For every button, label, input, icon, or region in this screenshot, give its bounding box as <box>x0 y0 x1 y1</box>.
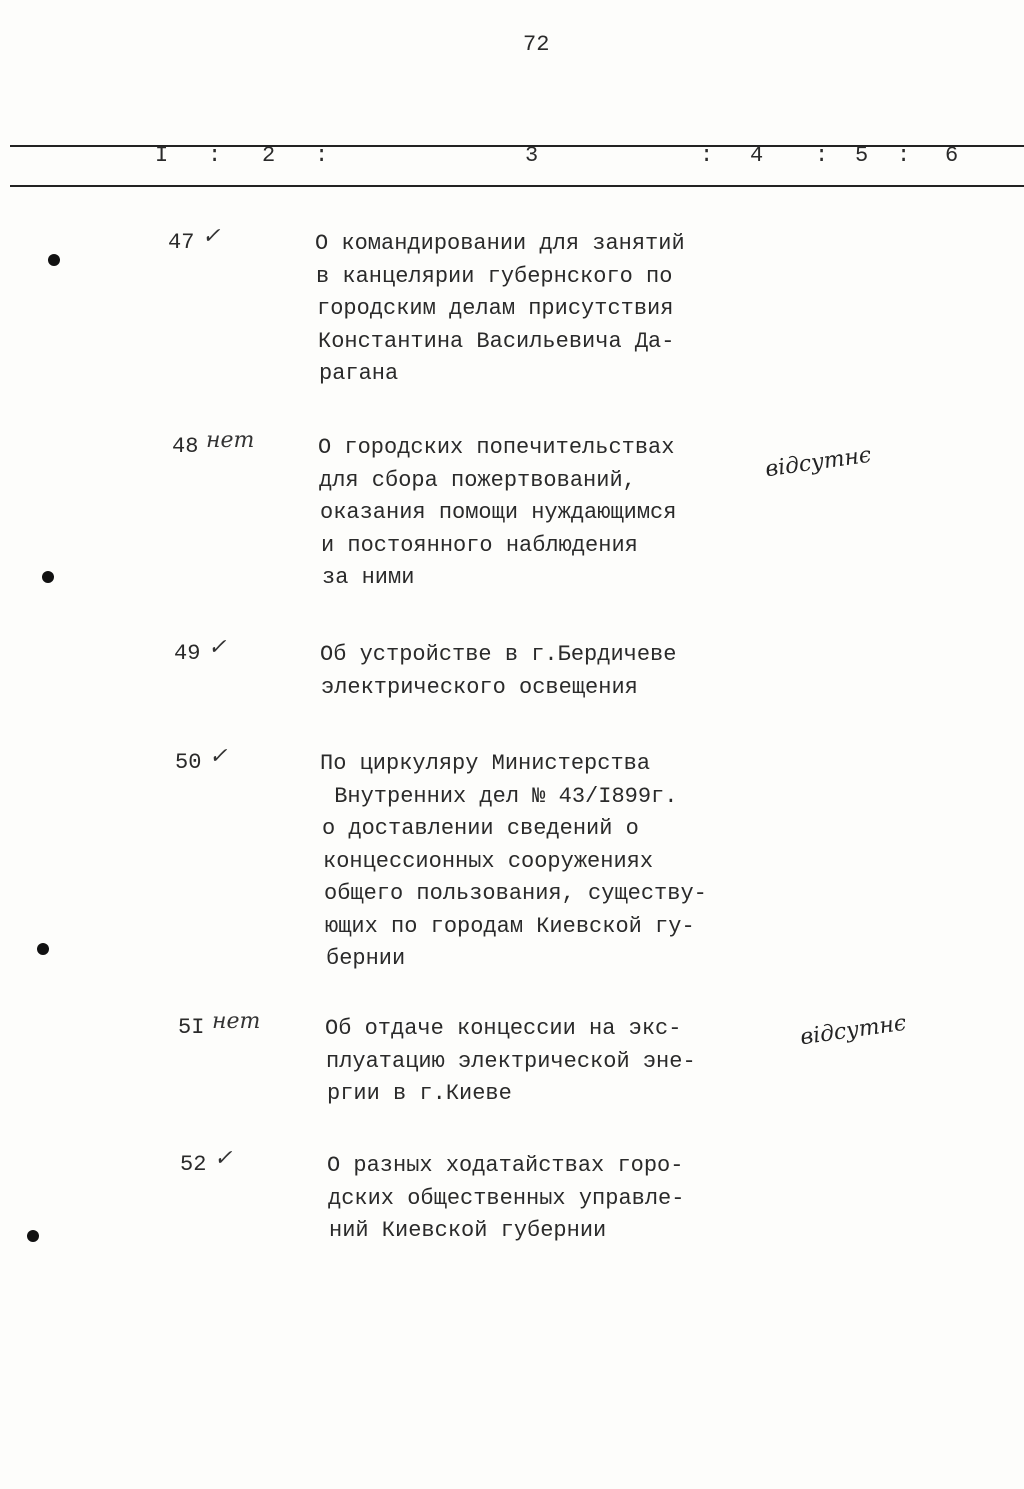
table-header-bottom-rule <box>10 185 1024 187</box>
header-sep: : <box>897 143 911 168</box>
entry-title-line: общего пользования, существу- <box>324 881 707 906</box>
entry-title-line: за ними <box>322 565 415 590</box>
header-sep: : <box>208 143 222 168</box>
handwritten-note: відсутнє <box>798 1010 908 1051</box>
entry-title-line: О городских попечительствах <box>318 435 675 460</box>
punch-hole <box>42 571 54 583</box>
punch-hole <box>27 1230 39 1242</box>
entry-title-line: Внутренних дел № 43/I899г. <box>321 783 678 809</box>
entry-title-line: Об отдаче концессии на экс- <box>325 1016 682 1041</box>
entry-title-line: ргии в г.Киеве <box>327 1081 512 1106</box>
handwritten-mark: ✓ <box>209 744 228 769</box>
header-sep: : <box>815 143 829 168</box>
entry-title-line: для сбора пожертвований, <box>319 467 636 493</box>
handwritten-mark: ✓ <box>202 224 221 249</box>
header-col-5: 5 <box>855 143 869 168</box>
handwritten-mark: нет <box>206 428 255 453</box>
entry-title-line: о доставлении сведений о <box>322 816 639 841</box>
entry-title-line: оказания помощи нуждающимся <box>320 500 677 525</box>
header-sep: : <box>315 143 329 168</box>
entry-number: 50 <box>175 750 202 775</box>
header-col-4: 4 <box>750 143 764 168</box>
entry-title-line: и постоянного наблюдения <box>321 532 638 558</box>
entry-title-line: плуатацию электрической эне- <box>326 1048 696 1074</box>
punch-hole <box>37 943 49 955</box>
page-number: 72 <box>523 32 550 57</box>
entry-number: 49 <box>174 641 201 666</box>
header-col-3: 3 <box>525 143 539 168</box>
header-sep: : <box>700 143 714 168</box>
handwritten-note: відсутнє <box>763 442 873 483</box>
header-col-2: 2 <box>262 143 276 168</box>
entry-title-line: О командировании для занятий <box>315 231 685 256</box>
entry-number: 47 <box>168 230 195 255</box>
entry-title-line: дских общественных управле- <box>328 1185 685 1211</box>
entry-title-line: Об устройстве в г.Бердичеве <box>320 642 677 667</box>
handwritten-mark: ✓ <box>208 635 227 660</box>
entry-title-line: бернии <box>326 946 406 971</box>
entry-title-line: концессионных сооружениях <box>323 848 654 874</box>
handwritten-mark: ✓ <box>214 1146 233 1171</box>
punch-hole <box>48 254 60 266</box>
entry-title-line: в канцелярии губернского по <box>316 263 673 289</box>
handwritten-mark: нет <box>212 1009 261 1034</box>
entry-number: 5I <box>178 1015 205 1040</box>
entry-title-line: городским делам присутствия <box>317 296 674 321</box>
entry-title-line: ющих по городам Киевской гу- <box>325 913 695 939</box>
header-col-1: I <box>155 143 169 168</box>
entry-title-line: ний Киевской губернии <box>329 1218 607 1243</box>
entry-title-line: По циркуляру Министерства <box>320 751 651 776</box>
entry-title-line: О разных ходатайствах горо- <box>327 1153 684 1178</box>
header-col-6: 6 <box>945 143 959 168</box>
entry-title-line: рагана <box>319 361 399 386</box>
entry-number: 52 <box>180 1152 207 1177</box>
entry-title-line: электрического освещения <box>321 674 638 700</box>
entry-number: 48 <box>172 434 199 459</box>
entry-title-line: Константина Васильевича Да- <box>318 328 675 354</box>
